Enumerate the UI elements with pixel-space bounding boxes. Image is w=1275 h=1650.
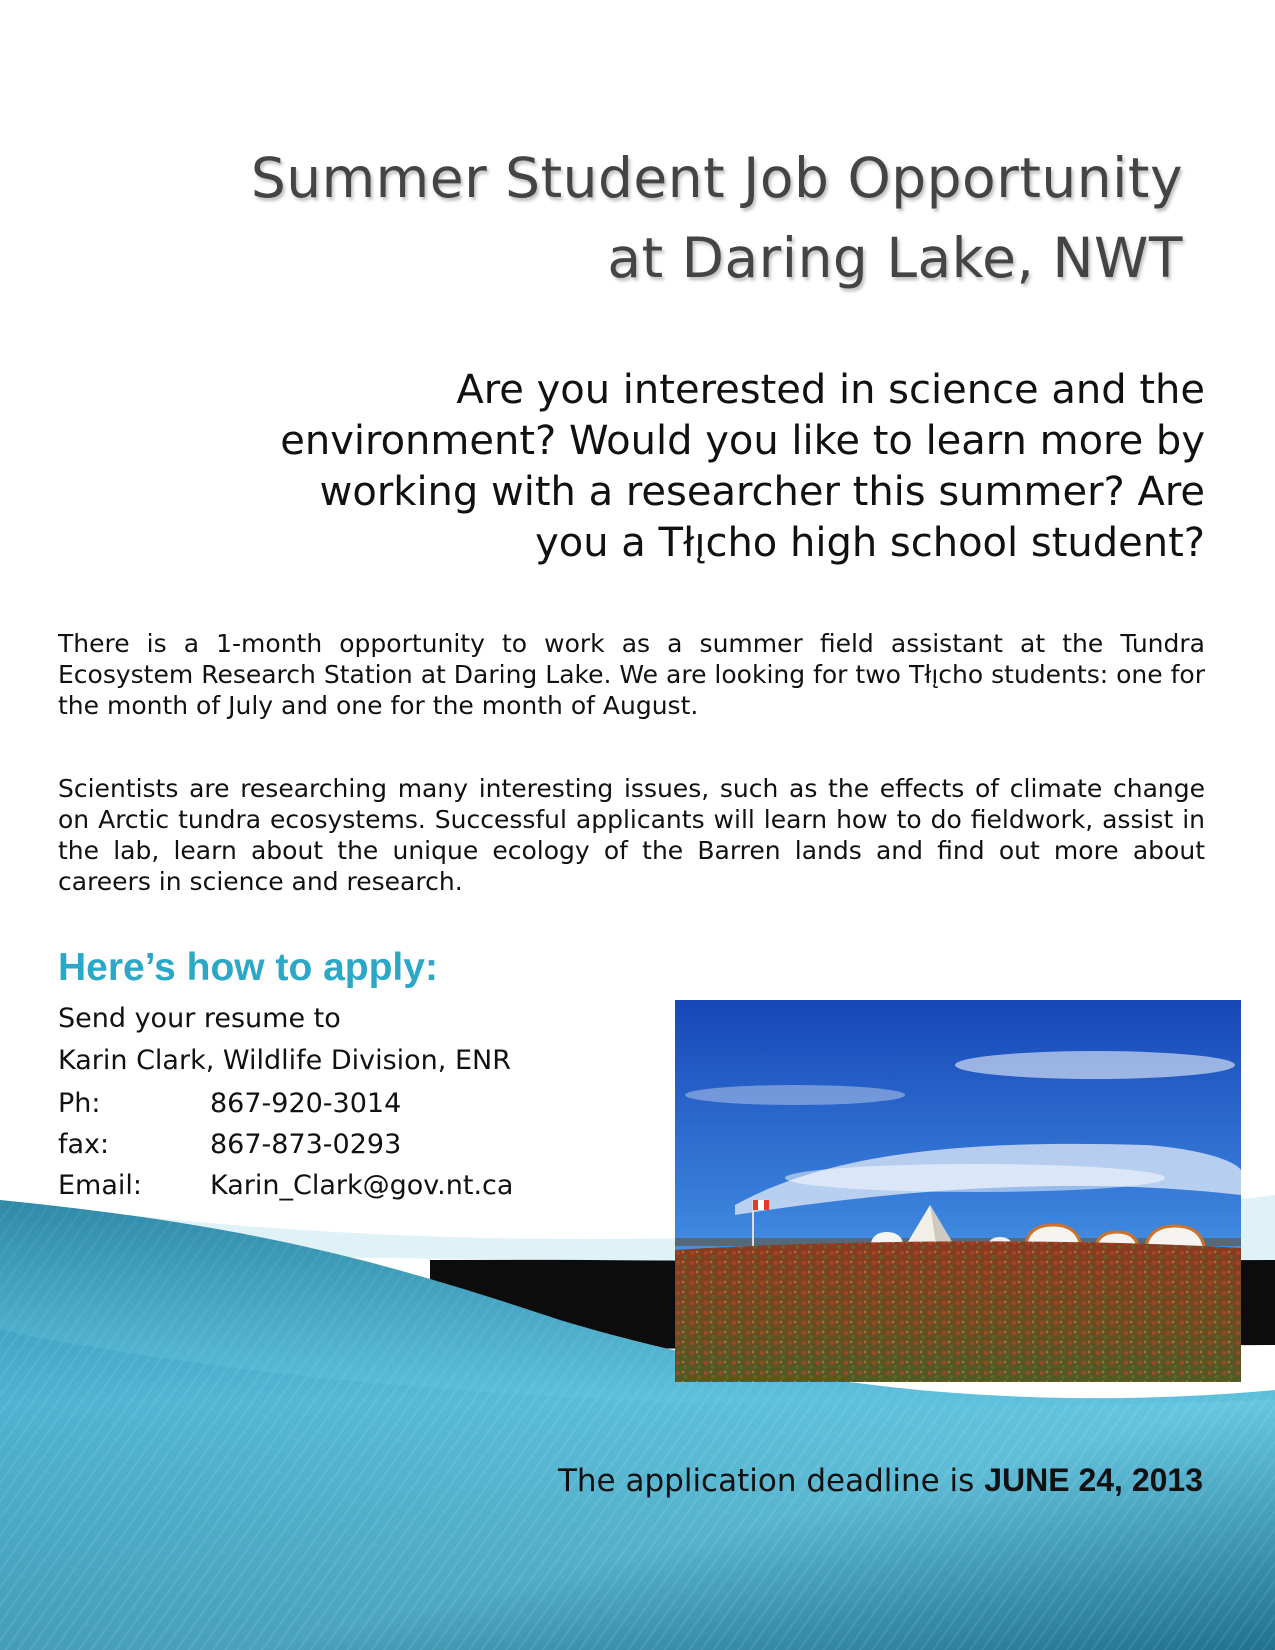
fax-label: fax:: [58, 1129, 110, 1160]
phone-label: Ph:: [58, 1088, 101, 1119]
fax-number: 867-873-0293: [210, 1129, 402, 1160]
deadline-date: JUNE 24, 2013: [984, 1462, 1203, 1498]
intro-line: you a Tłı̨cho high school student?: [535, 520, 1205, 566]
email-row: [58, 1170, 513, 1201]
intro-questions: [100, 365, 1205, 569]
intro-line: working with a researcher this summer? Are: [319, 469, 1205, 515]
email-address: Karin_Clark@gov.nt.ca: [210, 1170, 514, 1201]
intro-line: Are you interested in science and the: [456, 367, 1205, 413]
phone-number: 867-920-3014: [210, 1088, 402, 1119]
page-title-line-2: at Daring Lake, NWT: [607, 226, 1183, 290]
deadline-line: [558, 1462, 1203, 1499]
contact-name: Karin Clark, Wildlife Division, ENR: [58, 1045, 511, 1076]
photo-illustration: [675, 1000, 1241, 1382]
research-paragraph: Scientists are researching many interesting issues, such as the effects of climate change on Arctic tundra ecosystems. Successful applicants will learn how to do fieldwork, assist in the lab, learn about the unique ecology of the Barren lands and find out more about careers in science and research.: [58, 774, 1205, 896]
fax-row: [58, 1129, 401, 1160]
email-label: Email:: [58, 1170, 143, 1201]
apply-heading: Here’s how to apply:: [58, 946, 438, 989]
send-resume-line: Send your resume to: [58, 1003, 341, 1034]
tundra-research-station-photo: [675, 1000, 1241, 1382]
intro-line: environment? Would you like to learn more by: [280, 418, 1205, 464]
page-title-line-1: Summer Student Job Opportunity: [250, 146, 1183, 210]
phone-row: [58, 1088, 401, 1119]
opportunity-paragraph: There is a 1-month opportunity to work as a summer field assistant at the Tundra Ecosystem Research Station at Daring Lake. We are looking for two Tłı̨cho students: one for the month of July and one for the month of August.: [58, 629, 1205, 720]
deadline-prefix: The application deadline is: [557, 1463, 985, 1499]
